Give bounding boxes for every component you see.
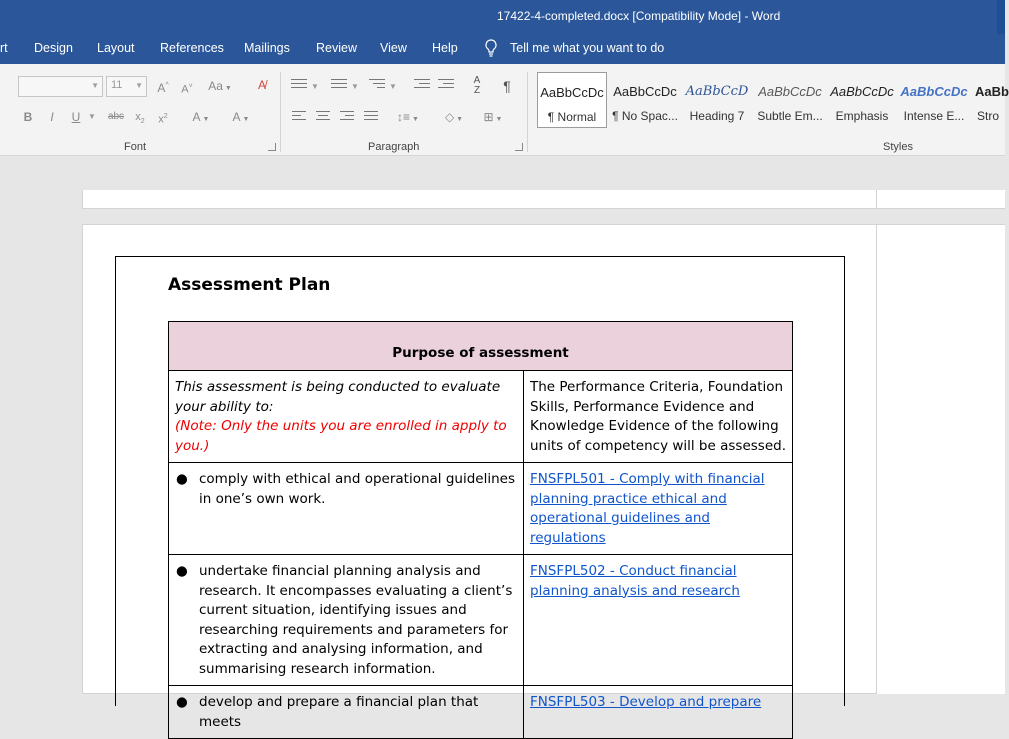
- chevron-down-icon[interactable]: ▼: [311, 82, 319, 91]
- table-row: [169, 555, 793, 686]
- chevron-down-icon[interactable]: ▼: [88, 112, 96, 121]
- style-preview: AaBbCcDc: [758, 84, 822, 99]
- tell-me-label: Tell me what you want to do: [510, 41, 665, 55]
- tab-design[interactable]: Design: [34, 41, 73, 55]
- justify-icon[interactable]: [364, 111, 378, 123]
- styles-group-label: Styles: [883, 141, 913, 153]
- intro-text: This assessment is being conducted to evaluate your ability to:: [175, 379, 501, 415]
- paragraph-group-label: Paragraph: [368, 141, 420, 153]
- assessment-table: [168, 321, 793, 739]
- style-normal[interactable]: [537, 72, 607, 128]
- style-preview: AaBbCcDc: [613, 84, 677, 99]
- bullet-icon: ●: [176, 694, 188, 710]
- ribbon: [0, 64, 1009, 156]
- chevron-down-icon: ▼: [135, 81, 143, 90]
- increase-indent-icon[interactable]: [438, 79, 454, 91]
- grow-font-icon[interactable]: A^: [157, 81, 169, 95]
- page-margin: [877, 224, 1005, 694]
- shading-icon[interactable]: ◇ ▼: [444, 110, 464, 124]
- table-row: [169, 371, 793, 463]
- table-cell: [524, 463, 793, 555]
- table-cell: [524, 686, 793, 739]
- style-preview: AaBbCcDc: [540, 85, 604, 100]
- styles-gallery: [537, 72, 1007, 132]
- tab-layout[interactable]: Layout: [97, 41, 135, 55]
- style-strong[interactable]: [971, 72, 1007, 128]
- ribbon-tab-bar: [0, 34, 1005, 64]
- style-preview: AaBb: [975, 84, 1009, 99]
- style-no-spacing[interactable]: [610, 72, 680, 128]
- align-right-icon[interactable]: [340, 111, 354, 123]
- document-canvas[interactable]: [0, 157, 1005, 730]
- strikethrough-icon[interactable]: abc: [107, 111, 125, 122]
- multilevel-list-icon[interactable]: [369, 79, 385, 91]
- font-dialog-launcher-icon[interactable]: [268, 143, 276, 151]
- tab-review[interactable]: Review: [316, 41, 357, 55]
- window-title: 17422-4-completed.docx [Compatibility Mode] - Word: [497, 9, 781, 23]
- tab-references[interactable]: References: [160, 41, 224, 55]
- decrease-indent-icon[interactable]: [414, 79, 430, 91]
- tab-insert[interactable]: rt: [0, 41, 8, 55]
- bullet-text: undertake financial planning analysis and research. It encompasses evaluating a client’s current situation, identifying issues and researching requirements and parameters for extracting and analysing information, and summarising research information.: [199, 563, 513, 677]
- numbering-icon[interactable]: [331, 79, 347, 91]
- table-header: Purpose of assessment: [169, 322, 793, 371]
- tab-view[interactable]: View: [380, 41, 407, 55]
- group-divider: [527, 72, 528, 152]
- unit-link[interactable]: FNSFPL502 - Conduct financial planning analysis and research: [530, 563, 740, 599]
- page-margin: [877, 190, 1005, 209]
- underline-icon[interactable]: U: [71, 110, 81, 124]
- sort-icon[interactable]: A Z: [473, 75, 481, 96]
- style-heading-7[interactable]: [682, 72, 752, 128]
- table-cell: [524, 371, 793, 463]
- font-size-value: 11: [111, 79, 123, 91]
- tab-mailings[interactable]: Mailings: [244, 41, 290, 55]
- table-row: [169, 686, 793, 739]
- clear-formatting-icon[interactable]: A̸: [257, 78, 266, 92]
- bullets-icon[interactable]: [291, 79, 307, 91]
- subscript-icon[interactable]: $x_2$: [135, 111, 145, 126]
- table-cell: [169, 555, 524, 686]
- style-name: Emphasis: [835, 109, 889, 123]
- show-formatting-marks-icon[interactable]: ¶: [503, 78, 511, 94]
- style-emphasis[interactable]: [827, 72, 897, 128]
- font-group-label: Font: [124, 141, 147, 153]
- unit-link[interactable]: FNSFPL503 - Develop and prepare: [530, 694, 762, 710]
- intro-note: (Note: Only the units you are enrolled in apply to you.): [175, 418, 507, 454]
- title-bar: [0, 0, 1005, 34]
- window-control[interactable]: [997, 0, 1005, 34]
- chevron-down-icon: ▼: [91, 81, 99, 90]
- lightbulb-icon: [484, 39, 498, 57]
- bullet-icon: ●: [176, 563, 188, 579]
- bullet-icon: ●: [176, 471, 188, 487]
- font-size-combo[interactable]: [106, 76, 147, 97]
- font-name-combo[interactable]: [18, 76, 103, 97]
- table-cell: [169, 463, 524, 555]
- document-heading: Assessment Plan: [168, 275, 331, 295]
- style-name: Stro: [977, 109, 1000, 123]
- style-preview: AaBbCcD: [685, 84, 749, 99]
- superscript-icon[interactable]: $x^2$: [158, 113, 168, 126]
- table-cell: [169, 371, 524, 463]
- font-color-icon[interactable]: A ▼: [232, 110, 250, 124]
- align-left-icon[interactable]: [292, 111, 306, 123]
- table-cell: [169, 686, 524, 739]
- style-preview: AaBbCcDc: [900, 84, 968, 99]
- bold-icon[interactable]: B: [23, 110, 33, 124]
- bullet-text: comply with ethical and operational guidelines in one’s own work.: [199, 471, 515, 507]
- borders-icon[interactable]: ⊞ ▼: [483, 110, 503, 124]
- line-spacing-icon[interactable]: ↕≡ ▼: [397, 110, 419, 124]
- chevron-down-icon[interactable]: ▼: [351, 82, 359, 91]
- paragraph-dialog-launcher-icon[interactable]: [515, 143, 523, 151]
- change-case-icon[interactable]: Aa ▼: [208, 79, 232, 93]
- unit-link[interactable]: FNSFPL501 - Comply with financial planning practice ethical and operational guidelines and regulations: [530, 471, 765, 546]
- intro-right-text: The Performance Criteria, Foundation Skills, Performance Evidence and Knowledge Evidence of the following units of competency will be assessed.: [530, 379, 786, 454]
- bullet-text: develop and prepare a financial plan that meets: [199, 694, 479, 730]
- style-preview: AaBbCcDc: [830, 84, 894, 99]
- style-name: Subtle Em...: [757, 109, 823, 123]
- tell-me-search[interactable]: [484, 39, 664, 57]
- text-effects-icon[interactable]: A ▼: [192, 110, 210, 124]
- group-divider: [280, 72, 281, 152]
- style-name: ¶ Normal: [547, 110, 597, 124]
- style-subtle-emphasis[interactable]: [755, 72, 825, 128]
- chevron-down-icon[interactable]: ▼: [389, 82, 397, 91]
- tab-help[interactable]: Help: [432, 41, 458, 55]
- style-name: Intense E...: [903, 109, 965, 123]
- align-center-icon[interactable]: [316, 111, 330, 123]
- document-page[interactable]: [82, 224, 877, 730]
- style-name: ¶ No Spac...: [612, 109, 678, 123]
- previous-page-bottom: [82, 190, 877, 209]
- table-row: [169, 463, 793, 555]
- shrink-font-icon[interactable]: A˅: [181, 83, 193, 96]
- italic-icon[interactable]: I: [50, 110, 54, 124]
- style-name: Heading 7: [689, 109, 745, 123]
- table-cell: [524, 555, 793, 686]
- style-intense-emphasis[interactable]: [899, 72, 969, 128]
